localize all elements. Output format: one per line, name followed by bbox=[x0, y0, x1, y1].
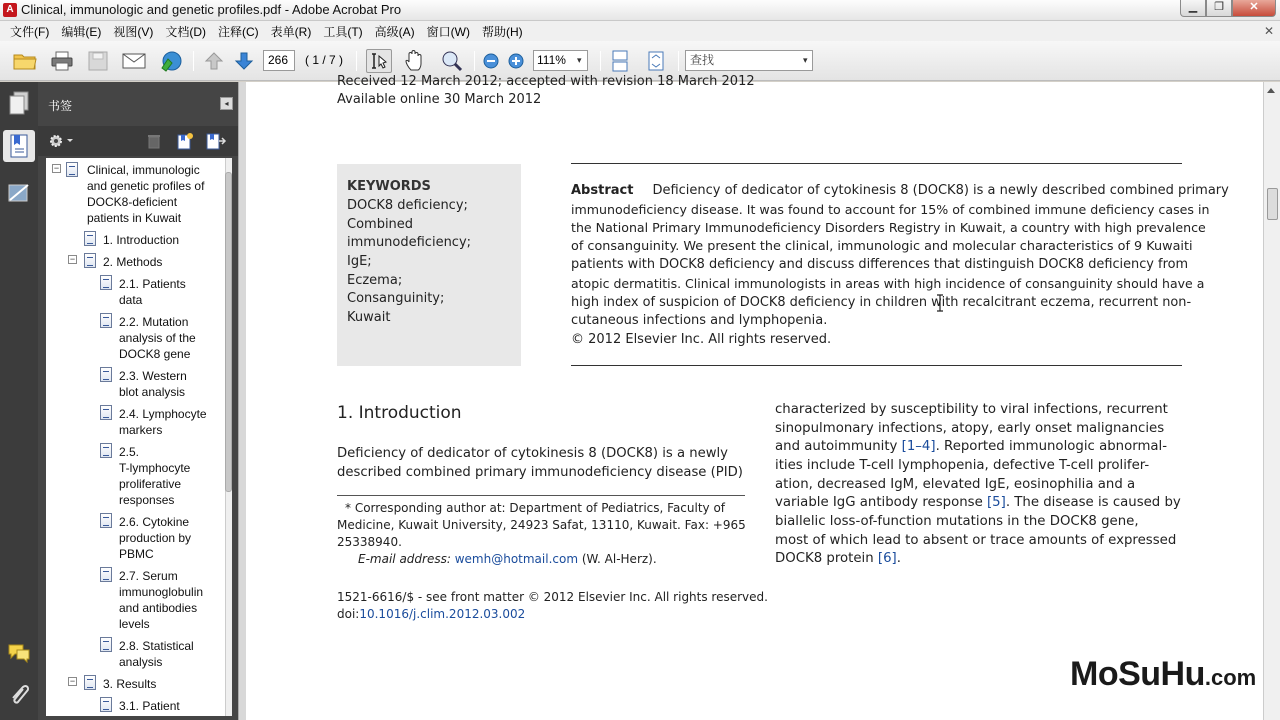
open-folder-icon[interactable] bbox=[12, 49, 38, 73]
previous-page-icon[interactable] bbox=[201, 49, 227, 73]
abstract-line: of consanguinity. We present the clinical, immunologic and molecular characteristics of 9 Kuwaiti bbox=[571, 239, 1193, 254]
keyword-item: Consanguinity; bbox=[347, 291, 445, 306]
menu-advanced[interactable]: 高级(A) bbox=[374, 24, 415, 39]
zoom-tool-icon[interactable] bbox=[439, 49, 465, 73]
doi-link[interactable]: 10.1016/j.clim.2012.03.002 bbox=[359, 607, 526, 621]
bookmark-icon bbox=[100, 513, 112, 528]
intro-text: . The disease is caused by bbox=[1005, 495, 1181, 510]
abstract-top-rule bbox=[571, 163, 1182, 164]
abstract-bottom-rule bbox=[571, 365, 1182, 366]
bookmark-line: 2.1. Patients bbox=[119, 277, 186, 291]
abstract-label: Abstract bbox=[571, 183, 634, 198]
close-button[interactable]: ✕ bbox=[1232, 0, 1276, 17]
menu-edit[interactable]: 编辑(E) bbox=[61, 24, 102, 39]
keyword-item: Kuwait bbox=[347, 310, 391, 325]
toolbar-separator bbox=[356, 51, 357, 71]
bookmark-icon bbox=[100, 405, 112, 420]
bookmark-item-title[interactable] bbox=[87, 162, 204, 226]
text-cursor-icon bbox=[936, 294, 944, 315]
bookmark-icon bbox=[100, 313, 112, 328]
intro-right-line bbox=[775, 438, 1167, 457]
bookmark-item-serum-immunoglobulin[interactable] bbox=[119, 568, 203, 632]
bookmark-line: 2.4. Lymphocyte bbox=[119, 407, 207, 421]
intro-text: . bbox=[896, 551, 901, 566]
bookmark-line: production by bbox=[119, 531, 192, 545]
intro-right-line: most of which lead to absent or trace amounts of expressed bbox=[775, 533, 1177, 548]
bookmarks-toolbar bbox=[38, 126, 238, 156]
bookmarks-title: 书签 bbox=[48, 99, 73, 113]
bookmark-item-mutation-analysis[interactable] bbox=[119, 314, 196, 362]
bookmark-item-lymphocyte-markers[interactable] bbox=[119, 406, 207, 438]
intro-right-line bbox=[775, 550, 901, 569]
bookmark-line: 2.7. Serum bbox=[119, 569, 178, 583]
bookmarks-header bbox=[38, 82, 238, 126]
intro-text: and autoimmunity bbox=[775, 439, 902, 454]
intro-right-line: ities include T-cell lymphopenia, defective T-cell prolifer- bbox=[775, 458, 1150, 473]
menu-help[interactable]: 帮助(H) bbox=[482, 24, 523, 39]
citation-link[interactable]: [5] bbox=[986, 495, 1006, 510]
options-gear-icon[interactable] bbox=[48, 133, 74, 152]
bookmark-from-structure-icon[interactable] bbox=[205, 132, 227, 153]
share-icon[interactable] bbox=[157, 49, 183, 73]
find-dropdown-icon[interactable]: ▾ bbox=[803, 55, 808, 65]
bookmark-icon bbox=[100, 637, 112, 652]
menu-bar bbox=[0, 21, 1280, 41]
find-input[interactable]: 查找 bbox=[685, 50, 813, 71]
select-text-tool-icon[interactable] bbox=[366, 49, 392, 73]
document-view[interactable] bbox=[246, 74, 1263, 720]
bookmarks-panel bbox=[38, 82, 238, 720]
bookmark-icon bbox=[84, 675, 96, 690]
bookmark-item-cytokine-production[interactable] bbox=[119, 514, 191, 562]
toolbar-separator bbox=[474, 51, 475, 71]
bookmark-item-results[interactable]: 3. Results bbox=[103, 677, 157, 691]
intro-text: DOCK8 protein bbox=[775, 551, 878, 566]
bookmark-line: patients in Kuwait bbox=[87, 211, 182, 225]
keyword-item: Combined bbox=[347, 217, 414, 232]
abstract-line: the National Primary Immunodeficiency Disorders Registry in Kuwait, a country with high prevalence bbox=[571, 220, 1206, 235]
bookmark-item-statistical-analysis[interactable] bbox=[119, 638, 194, 670]
intro-right-line: ation, decreased IgM, elevated IgE, eosinophilia and a bbox=[775, 477, 1136, 492]
intro-right-line bbox=[775, 494, 1181, 513]
toolbar-separator bbox=[678, 51, 679, 71]
bookmark-line: analysis of the bbox=[119, 331, 196, 345]
bookmark-line: Clinical, immunologic bbox=[87, 163, 200, 177]
bookmark-line: 2.5. bbox=[119, 445, 140, 459]
bookmark-item-introduction[interactable]: 1. Introduction bbox=[103, 233, 180, 247]
bookmark-item-patient[interactable]: 3.1. Patient bbox=[119, 699, 180, 713]
new-bookmark-icon[interactable] bbox=[176, 132, 194, 153]
panel-splitter[interactable] bbox=[238, 82, 246, 720]
bookmark-icon bbox=[100, 697, 112, 712]
keyword-item: immunodeficiency; bbox=[347, 235, 472, 250]
bookmark-item-methods[interactable]: 2. Methods bbox=[103, 255, 163, 269]
watermark-brand: MoSuHu bbox=[1070, 655, 1205, 693]
bookmark-line: and antibodies bbox=[119, 601, 198, 615]
watermark-suffix: .com bbox=[1204, 665, 1257, 690]
intro-right-line: biallelic loss-of-function mutations in the DOCK8 gene, bbox=[775, 514, 1139, 529]
bookmark-line: data bbox=[119, 293, 143, 307]
next-page-icon[interactable] bbox=[231, 49, 257, 73]
toolbar-separator bbox=[193, 51, 194, 71]
collapse-panel-icon[interactable]: ◂ bbox=[220, 97, 233, 110]
bookmark-line: analysis bbox=[119, 655, 163, 669]
doi-label: doi: bbox=[337, 607, 360, 621]
navigation-rail bbox=[0, 82, 38, 720]
collapse-root-icon[interactable]: − bbox=[53, 163, 60, 173]
intro-text: . Reported immunologic abnormal- bbox=[935, 439, 1168, 454]
bookmarks-panel-icon[interactable] bbox=[3, 130, 35, 162]
document-scrollbar[interactable] bbox=[1263, 82, 1280, 720]
bookmark-icon bbox=[84, 253, 96, 268]
menu-view[interactable]: 视图(V) bbox=[113, 24, 154, 39]
bookmark-line: blot analysis bbox=[119, 385, 186, 399]
bookmark-line: PBMC bbox=[119, 547, 154, 561]
citation-link[interactable]: [1–4] bbox=[901, 439, 936, 454]
bookmark-line: 2.8. Statistical bbox=[119, 639, 194, 653]
save-icon[interactable] bbox=[85, 49, 111, 73]
keyword-item: DOCK8 deficiency; bbox=[347, 198, 468, 213]
hand-tool-icon[interactable] bbox=[402, 49, 428, 73]
zoom-dropdown-icon[interactable]: ▾ bbox=[577, 55, 582, 65]
menu-file[interactable]: 文件(F) bbox=[10, 24, 50, 39]
menu-comments[interactable]: 注释(C) bbox=[218, 24, 259, 39]
footnote-rule bbox=[337, 495, 745, 496]
collapse-results-icon[interactable]: − bbox=[69, 676, 76, 686]
keywords-box bbox=[337, 164, 521, 366]
delete-bookmark-icon[interactable] bbox=[146, 133, 162, 152]
comments-panel-icon[interactable] bbox=[6, 640, 32, 666]
bookmark-line: and genetic profiles of bbox=[87, 179, 205, 193]
fit-page-icon[interactable] bbox=[643, 49, 669, 73]
intro-left-line: described combined primary immunodeficiency disease (PID) bbox=[337, 465, 743, 480]
citation-link[interactable]: [6] bbox=[877, 551, 897, 566]
maximize-button[interactable]: ❐ bbox=[1206, 0, 1232, 17]
keywords-title: KEYWORDS bbox=[347, 179, 431, 194]
bookmark-item-proliferative-responses[interactable] bbox=[119, 444, 190, 508]
bookmark-line: DOCK8 gene bbox=[119, 347, 191, 361]
menu-document[interactable]: 文档(D) bbox=[165, 24, 206, 39]
footnote-email bbox=[358, 551, 657, 568]
bookmark-line: responses bbox=[119, 493, 175, 507]
scroll-up-icon[interactable] bbox=[1266, 86, 1276, 94]
abstract-line bbox=[571, 182, 1229, 201]
issn-line: 1521-6616/$ - see front matter © 2012 Elsevier Inc. All rights reserved. bbox=[337, 590, 768, 604]
abstract-line: atopic dermatitis. Clinical immunologists in areas with high incidence of consanguinity should have a bbox=[571, 276, 1205, 291]
page-number-input[interactable]: 266 bbox=[263, 50, 295, 71]
bookmark-line: 2.2. Mutation bbox=[119, 315, 189, 329]
menu-tools[interactable]: 工具(T) bbox=[323, 24, 363, 39]
footnote-line: * Corresponding author at: Department of Pediatrics, Faculty of bbox=[345, 501, 726, 515]
introduction-heading: 1. Introduction bbox=[337, 403, 462, 423]
email-icon[interactable] bbox=[121, 49, 147, 73]
abstract-line: high index of suspicion of DOCK8 deficiency in children with recalcitrant eczema, recurrent non- bbox=[571, 295, 1192, 310]
footnote-line: 25338940. bbox=[337, 535, 402, 549]
keyword-item: Eczema; bbox=[347, 273, 403, 288]
email-suffix: (W. Al-Herz). bbox=[581, 552, 657, 566]
doi-line bbox=[337, 606, 525, 623]
bookmark-line: 2.3. Western bbox=[119, 369, 187, 383]
bookmark-line: immunoglobulin bbox=[119, 585, 204, 599]
bookmark-item-western-blot[interactable] bbox=[119, 368, 187, 400]
abstract-line: cutaneous infections and lymphopenia. bbox=[571, 313, 828, 328]
zoom-out-icon[interactable] bbox=[478, 49, 504, 73]
page-count: ( 1 / 7 ) bbox=[305, 53, 344, 67]
bookmark-icon bbox=[100, 443, 112, 458]
intro-left-line: Deficiency of dedicator of cytokinesis 8 (DOCK8) is a newly bbox=[337, 446, 728, 461]
window-title: Clinical, immunologic and genetic profiles.pdf - Adobe Acrobat Pro bbox=[21, 2, 402, 17]
footnote-line: Medicine, Kuwait University, 24923 Safat, 13110, Kuwait. Fax: +965 bbox=[337, 518, 746, 532]
intro-right-line: characterized by susceptibility to viral infections, recurrent bbox=[775, 402, 1168, 417]
intro-right-line: sinopulmonary infections, atopy, early onset malignancies bbox=[775, 421, 1165, 436]
acrobat-app-icon: A bbox=[3, 3, 17, 17]
email-label: E-mail address: bbox=[358, 552, 451, 566]
document-scroll-thumb[interactable] bbox=[1267, 188, 1278, 220]
bookmark-icon bbox=[100, 567, 112, 582]
menu-window[interactable]: 窗口(W) bbox=[426, 24, 470, 39]
print-icon[interactable] bbox=[49, 49, 75, 73]
signatures-panel-icon[interactable] bbox=[6, 180, 32, 206]
bookmark-line: levels bbox=[119, 617, 150, 631]
bookmarks-scroll-thumb[interactable] bbox=[225, 172, 232, 492]
zoom-level-input[interactable]: 111% bbox=[533, 50, 588, 71]
abstract-line: immunodeficiency disease. It was found to account for 15% of combined immune deficiency cases in bbox=[571, 202, 1210, 217]
bookmark-icon bbox=[100, 275, 112, 290]
bookmark-line: DOCK8-deficient bbox=[87, 195, 178, 209]
scrolling-mode-icon[interactable] bbox=[607, 49, 633, 73]
bookmarks-tree bbox=[46, 158, 232, 716]
pages-panel-icon[interactable] bbox=[6, 90, 32, 116]
title-bar bbox=[0, 0, 1280, 21]
available-online: Available online 30 March 2012 bbox=[337, 92, 542, 107]
bookmark-line: 2.6. Cytokine bbox=[119, 515, 190, 529]
watermark bbox=[1070, 655, 1256, 694]
bookmark-icon bbox=[66, 162, 78, 177]
keyword-item: IgE; bbox=[347, 254, 372, 269]
collapse-methods-icon[interactable]: − bbox=[69, 254, 76, 264]
bookmark-item-patients-data[interactable] bbox=[119, 276, 186, 308]
bookmark-icon bbox=[100, 367, 112, 382]
toolbar-separator bbox=[600, 51, 601, 71]
bookmark-line: proliferative bbox=[119, 477, 182, 491]
window-controls bbox=[1180, 0, 1276, 18]
email-link[interactable]: wemh@hotmail.com bbox=[454, 552, 579, 566]
attachments-panel-icon[interactable] bbox=[6, 682, 32, 708]
abstract-copyright: © 2012 Elsevier Inc. All rights reserved. bbox=[571, 332, 832, 347]
abstract-text: Deficiency of dedicator of cytokinesis 8 (DOCK8) is a newly described combined primary bbox=[652, 183, 1229, 198]
received-dates: Received 12 March 2012; accepted with revision 18 March 2012 bbox=[337, 74, 755, 89]
menu-forms[interactable]: 表单(R) bbox=[270, 24, 312, 39]
zoom-in-icon[interactable] bbox=[503, 49, 529, 73]
minimize-button[interactable]: ▁ bbox=[1180, 0, 1206, 17]
abstract-line: patients with DOCK8 deficiency and discuss differences that distinguish DOCK8 deficiency from bbox=[571, 257, 1189, 272]
intro-text: variable IgG antibody response bbox=[775, 495, 987, 510]
bookmark-line: markers bbox=[119, 423, 163, 437]
bookmark-icon bbox=[84, 231, 96, 246]
close-document-icon[interactable]: ✕ bbox=[1263, 24, 1274, 38]
bookmark-line: T-lymphocyte bbox=[119, 461, 191, 475]
